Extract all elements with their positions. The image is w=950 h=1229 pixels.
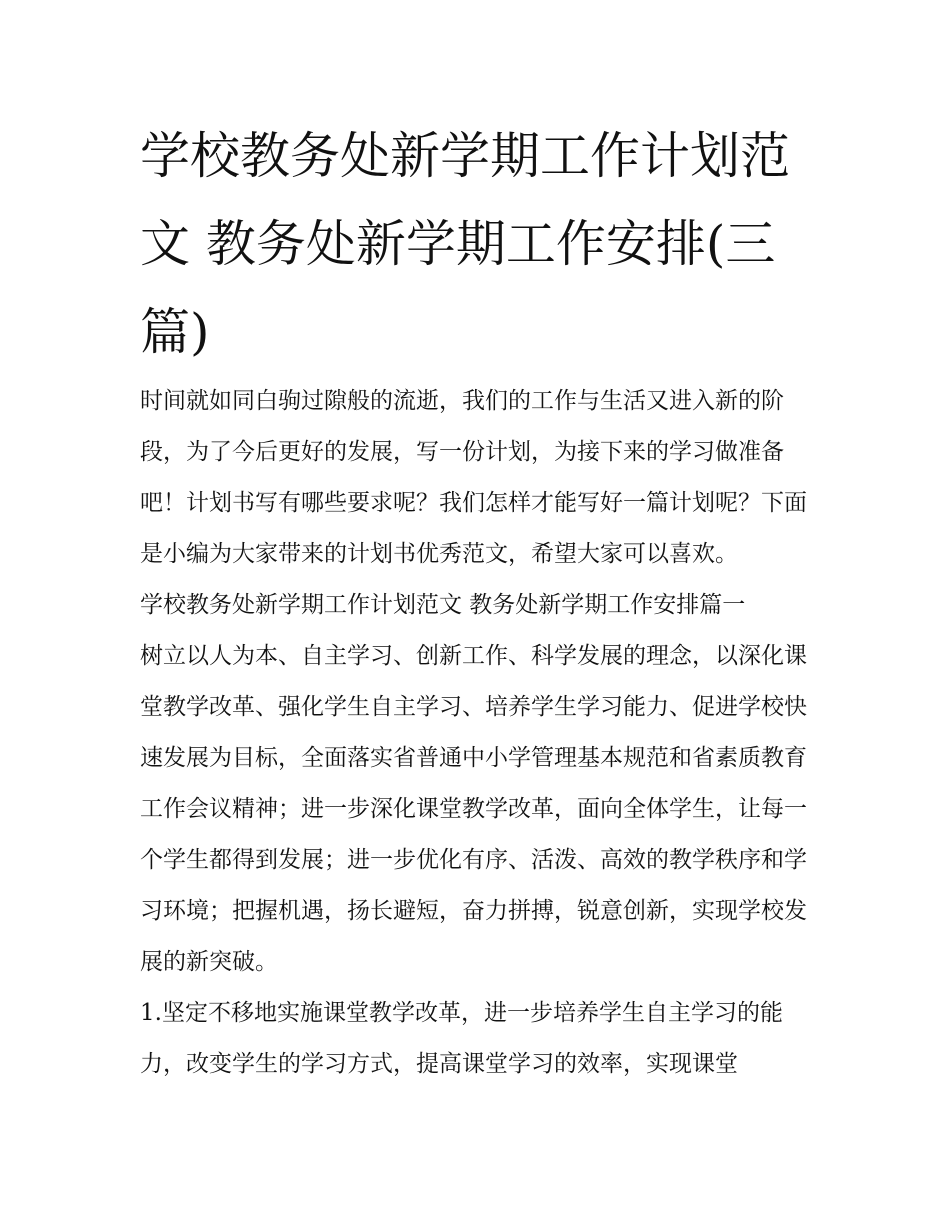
list-item-1: 1.坚定不移地实施课堂教学改革，进一步培养学生自主学习的能力，改变学生的学习方式，提高课堂学习的效率，实现课堂 (140, 1000, 783, 1077)
document-title: 学校教务处新学期工作计划范文 教务处新学期工作安排(三篇) (140, 127, 790, 361)
section-heading: 学校教务处新学期工作计划范文 教务处新学期工作安排篇一 (140, 592, 746, 618)
body-paragraph: 树立以人为本、自主学习、创新工作、科学发展的理念，以深化课堂教学改革、强化学生自主学习、培养学生学习能力、促进学校快速发展为目标，全面落实省普通中小学管理基本规范和省素质教育工作会议精神；进一步深化课堂教学改革，面向全体学生，让每一个学生都得到发展；进一步优化有序、活泼、高效的教学秩序和学习环境；把握机遇，扬长避短，奋力拼搏，锐意创新，实现学校发展的新突破。 (140, 643, 807, 975)
intro-paragraph: 时间就如同白驹过隙般的流逝，我们的工作与生活又进入新的阶段，为了今后更好的发展，写一份计划，为接下来的学习做准备吧！计划书写有哪些要求呢？我们怎样才能写好一篇计划呢？下面是小编为大家带来的计划书优秀范文，希望大家可以喜欢。 (140, 388, 807, 567)
document-page (140, 112, 820, 1090)
